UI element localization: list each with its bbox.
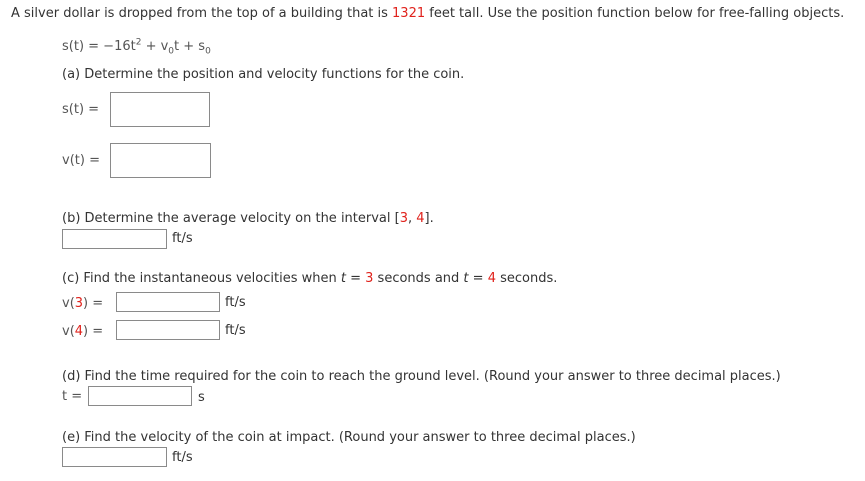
average-velocity-unit: ft/s — [172, 231, 193, 246]
problem-statement: A silver dollar is dropped from the top of a building that is 1321 feet tall. Use the position function below for free-falling objects. — [11, 6, 845, 21]
average-velocity-input[interactable] — [62, 229, 167, 249]
velocity-at-3-label: v(3) = — [62, 296, 104, 311]
position-function-label: s(t) = — [62, 102, 100, 117]
velocity-at-4-label: v(4) = — [62, 324, 104, 339]
part-c-prompt: (c) Find the instantaneous velocities when t = 3 seconds and t = 4 seconds. — [62, 271, 558, 286]
time-unit: s — [198, 390, 205, 405]
position-formula: $s(t) = -16t^2 + v_0t + s_0$ — [62, 37, 211, 57]
velocity-at-3-unit: ft/s — [225, 295, 246, 310]
part-d-prompt: (d) Find the time required for the coin to reach the ground level. (Round your answer to three decimal places.) — [62, 369, 781, 384]
position-function-input[interactable] — [110, 92, 210, 127]
interval-start: 3 — [399, 211, 408, 226]
part-a-prompt: (a) Determine the position and velocity functions for the coin. — [62, 67, 465, 82]
impact-velocity-input[interactable] — [62, 447, 167, 467]
velocity-function-label: v(t) = — [62, 153, 100, 168]
impact-velocity-unit: ft/s — [172, 450, 193, 465]
part-b-prompt: (b) Determine the average velocity on the interval [3, 4]. — [62, 211, 434, 226]
velocity-at-4-input[interactable] — [116, 320, 220, 340]
part-e-prompt: (e) Find the velocity of the coin at impact. (Round your answer to three decimal places.) — [62, 430, 636, 445]
velocity-at-4-unit: ft/s — [225, 323, 246, 338]
velocity-at-3-input[interactable] — [116, 292, 220, 312]
time-label: t = — [62, 389, 83, 404]
building-height: 1321 — [392, 6, 426, 21]
interval-end: 4 — [416, 211, 425, 226]
velocity-function-input[interactable] — [110, 143, 211, 178]
time-to-ground-input[interactable] — [88, 386, 192, 406]
